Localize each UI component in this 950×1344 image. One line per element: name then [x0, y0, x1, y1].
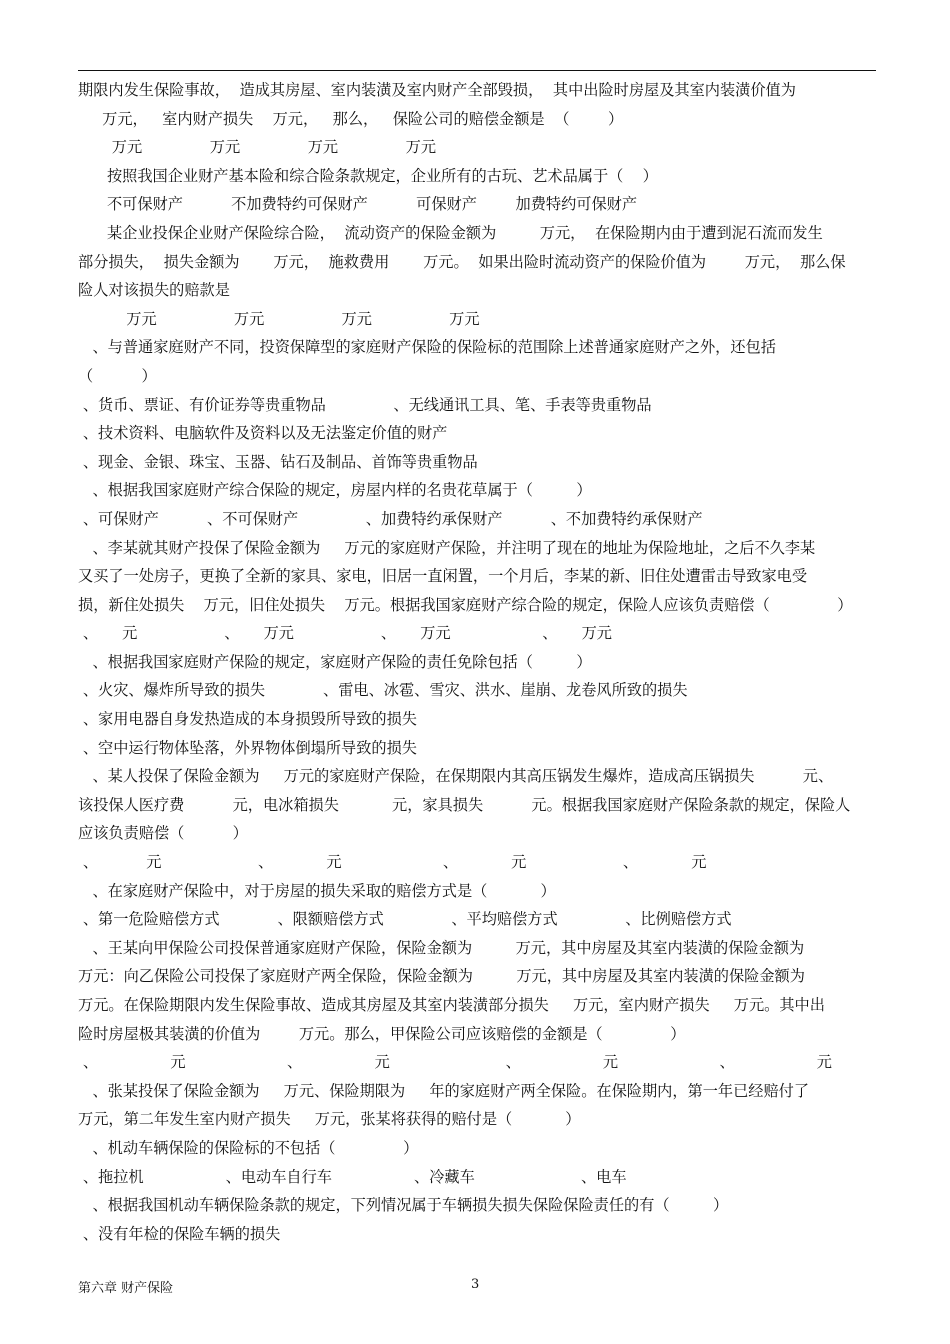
text-line: 万元：向乙保险公司投保了家庭财产两全保险，保险金额为 万元，其中房屋及其室内装潢的保险金额为 — [78, 967, 805, 986]
text-line: 、 元 、 元 、 元 、 元 — [78, 853, 707, 872]
text-line: 该投保人医疗费 元，电冰箱损失 元，家具损失 元。根据我国家庭财产保险条款的规定，保险人 — [78, 795, 851, 814]
text-line: 、 元 、 元 、 元 、 元 — [78, 1053, 832, 1072]
text-line: 、 元 、 万元 、 万元 、 万元 — [78, 624, 612, 643]
text-line: 、根据我国家庭财产综合保险的规定，房屋内样的名贵花草属于（ ） — [78, 481, 592, 500]
text-line: 、货币、票证、有价证券等贵重物品 、无线通讯工具、笔、手表等贵重物品 — [78, 395, 652, 414]
text-line: 、张某投保了保险金额为 万元、保险期限为 年的家庭财产两全保险。在保险期内，第一年已经赔付了 — [78, 1081, 810, 1100]
header-rule — [78, 70, 876, 71]
text-line: 、现金、金银、珠宝、玉器、钻石及制品、首饰等贵重物品 — [78, 452, 478, 471]
text-line: 、某人投保了保险金额为 万元的家庭财产保险，在保期限内其高压锅发生爆炸，造成高压锅损失 元、 — [78, 767, 834, 786]
text-line: 、拖拉机 、电动车自行车 、冷藏车 、电车 — [78, 1167, 627, 1186]
text-line: 某企业投保企业财产保险综合险， 流动资产的保险金额为 万元， 在保险期内由于遭到泥石流而发生 — [78, 223, 823, 242]
text-line: 、在家庭财产保险中，对于房屋的损失采取的赔偿方式是（ ） — [78, 881, 556, 900]
text-line: 损，新住处损失 万元，旧住处损失 万元。根据我国家庭财产综合险的规定，保险人应该负责赔偿（ ） — [78, 595, 853, 614]
text-line: 按照我国企业财产基本险和综合险条款规定，企业所有的古玩、艺术品属于（ ） — [78, 166, 658, 185]
text-line: 、空中运行物体坠落，外界物体倒塌所导致的损失 — [78, 738, 417, 757]
text-line: 、没有年检的保险车辆的损失 — [78, 1224, 281, 1243]
text-line: 、根据我国家庭财产保险的规定，家庭财产保险的责任免除包括（ ） — [78, 652, 592, 671]
text-line: 、王某向甲保险公司投保普通家庭财产保险，保险金额为 万元，其中房屋及其室内装潢的保险金额为 — [78, 938, 805, 957]
text-line: 不可保财产 不加费特约可保财产 可保财产 加费特约可保财产 — [78, 195, 638, 214]
text-line: 、家用电器自身发热造成的本身损毁所导致的损失 — [78, 710, 417, 729]
text-line: 险人对该损失的赔款是 — [78, 281, 230, 300]
text-line: 、与普通家庭财产不同，投资保障型的家庭财产保险的保险标的范围除上述普通家庭财产之外，还包括 — [78, 338, 776, 357]
text-line: 万元。在保险期限内发生保险事故、造成其房屋及其室内装潢部分损失 万元，室内财产损失 万元。其中出 — [78, 996, 825, 1014]
text-line: （ ） — [78, 366, 157, 385]
text-line: 万元， 室内财产损失 万元， 那么， 保险公司的赔偿金额是 （ ） — [78, 109, 624, 128]
text-line: 期限内发生保险事故， 造成其房屋、室内装潢及室内财产全部毁损， 其中出险时房屋及其室内装潢价值为 — [78, 81, 796, 99]
text-line: 万元 万元 万元 万元 — [78, 138, 437, 157]
footer-page-number: 3 — [471, 1277, 480, 1292]
text-line: 部分损失， 损失金额为 万元， 施救费用 万元。 如果出险时流动资产的保险价值为 万元， 那么保 — [78, 252, 846, 271]
text-line: 万元，第二年发生室内财产损失 万元，张某将获得的赔付是（ ） — [78, 1110, 581, 1129]
text-line: 、机动车辆保险的保险标的不包括（ ） — [78, 1138, 419, 1157]
text-line: 险时房屋极其装潢的价值为 万元。那么，甲保险公司应该赔偿的金额是（ ） — [78, 1024, 686, 1043]
text-line: 、技术资料、电脑软件及资料以及无法鉴定价值的财产 — [78, 424, 448, 443]
text-line: 、火灾、爆炸所导致的损失 、雷电、冰雹、雪灾、洪水、崖崩、龙卷风所致的损失 — [78, 681, 688, 700]
footer-chapter: 第六章 财产保险 — [78, 1281, 174, 1296]
text-line: 应该负责赔偿（ ） — [78, 824, 248, 843]
text-line: 、李某就其财产投保了保险金额为 万元的家庭财产保险，并注明了现在的地址为保险地址，之后不久李某 — [78, 538, 816, 557]
text-line: 万元 万元 万元 万元 — [78, 309, 480, 328]
page-content — [78, 76, 878, 1248]
text-line: 、第一危险赔偿方式 、限额赔偿方式 、平均赔偿方式 、比例赔偿方式 — [78, 910, 732, 929]
text-line: 、根据我国机动车辆保险条款的规定，下列情况属于车辆损失损失保险保险责任的有（ ） — [78, 1196, 729, 1215]
text-line: 又买了一处房子，更换了全新的家具、家电，旧居一直闲置，一个月后，李某的新、旧住处遭雷击导致家电受 — [78, 567, 807, 586]
text-line: 、可保财产 、不可保财产 、加费特约承保财产 、不加费特约承保财产 — [78, 509, 703, 528]
